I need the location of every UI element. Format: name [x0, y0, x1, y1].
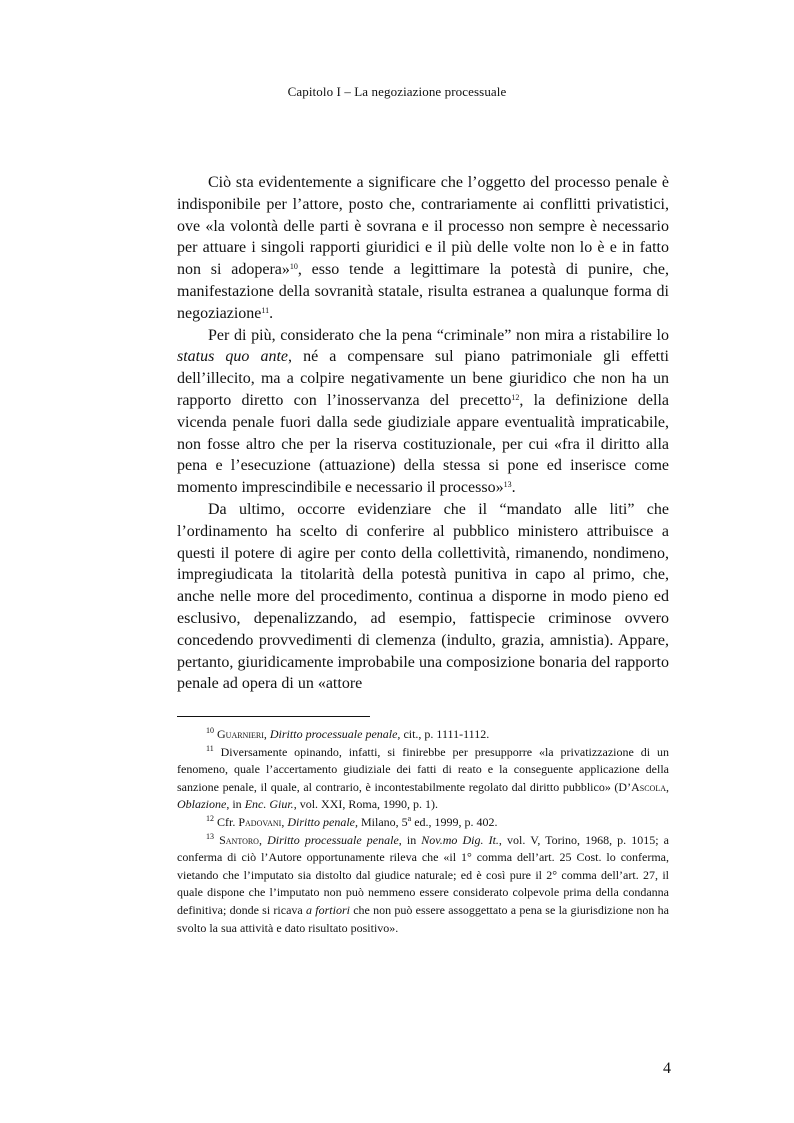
footnote-separator	[177, 716, 370, 717]
footnote-work-title: Diritto processuale penale,	[269, 727, 401, 741]
latin-phrase: status quo ante	[177, 348, 289, 366]
main-text	[177, 172, 669, 695]
latin-phrase: a fortiori	[306, 902, 350, 917]
footnote-number: 12	[206, 813, 214, 823]
footnote-12: $^{12}$ Cfr. Padovani, Diritto penale, Milano, 5$^a$ ed., 1999, p. 402.	[206, 813, 498, 829]
page-number: 4	[663, 1060, 671, 1077]
footnote-journal: Enc. Giur.	[244, 797, 294, 812]
chapter-title: Capitolo I – La negoziazione processuale	[287, 84, 507, 99]
footnote-number: 10	[206, 726, 214, 735]
footnote-journal: Nov.mo Dig. It.	[421, 832, 499, 847]
footnote-author: Ascola	[631, 779, 666, 794]
footnotes	[177, 726, 669, 937]
footnote-work-title: Diritto penale,	[287, 814, 358, 829]
footnote-ref-10: 10	[289, 262, 298, 272]
footnote-author: Guarnieri	[217, 727, 264, 741]
footnote-ref-13: 13	[503, 480, 512, 490]
footnote-work-title: Diritto processuale penale	[267, 832, 399, 847]
footnote-number: 13	[206, 831, 214, 841]
footnote-10: $^{10}$ Guarnieri, Diritto processuale penale, cit., p. 1111-1112.	[206, 726, 490, 741]
footnote-13: $^{13}$ Santoro, Diritto processuale penale, in Nov.mo Dig. It., vol. V, Torino, 1968, p. 1015; a conferma di ciò l’Autore opportunamente rileva che «il 1° comma dell’art. 25 Cost. lo conferma, vietando che l’imputato sia distolto dal giudice naturale; ed è così pure il 2° comma dell’art. 27, il quale dispone che l’imputato non può nemmeno essere considerato colpevole prima della condanna definitiva; donde si ricava a fortiori che non può essere assoggettato a pena se la giurisdizione non ha svolto la sua attività e dato risultato positivo».	[177, 831, 670, 935]
paragraph-2: Per di più, considerato che la pena “criminale” non mira a ristabilire lo status quo ante, né a compensare sul piano patrimoniale gli effetti dell’illecito, ma a colpire negativamente un bene giuridico che non ha un rapporto diretto con l’inosservanza del precetto$^{12}$, la definizione della vicenda penale fuori dalla sede giudiziale appare eventualità impraticabile, non fosse altro che per la riserva costituzionale, per cui «fra il diritto alla pena e l’esecuzione (attuazione) della stessa si pone ed inserisce come momento imprescindibile e necessario il processo»$^{13}$.	[177, 326, 670, 497]
footnote-ref-12: 12	[511, 392, 520, 402]
paragraph-3: Da ultimo, occorre evidenziare che il “mandato alle liti” che l’ordinamento ha scelto di conferire al pubblico ministero attribuisce a questi il potere di agire per conto della collettività, rimanendo, nondimeno, impregiudicata la titolarità della potestà punitiva in capo al primo, che, anche nelle more del procedimento, continua a disporne in modo pieno ed esclusivo, depenalizzando, ad esempio, fattispecie criminose ovvero concedendo provvedimenti di clemenza (indulto, grazia, amnistia). Appare, pertanto, giuridicamente improbabile una composizione bonaria del rapporto penale ad opera di un «attore	[177, 500, 669, 693]
page-header	[0, 84, 794, 100]
footnote-11: $^{11}$ Diversamente opinando, infatti, si finirebbe per presupporre «la privatizzazione di un fenomeno, quale l’accertamento giudiziale dei fatti di reato e la conseguente applicazione della sanzione penale, il quale, al contrario, è incontestabilmente regolato dal diritto pubblico» (D’Ascola, Oblazione, in Enc. Giur., vol. XXI, Roma, 1990, p. 1).	[177, 743, 669, 812]
footnote-author: Santoro	[219, 832, 259, 847]
footnote-number: 11	[206, 743, 214, 753]
edition-superscript: a	[407, 813, 412, 823]
paragraph-1: Ciò sta evidentemente a significare che l’oggetto del processo penale è indisponibile per l’attore, posto che, contrariamente ai conflitti privatistici, ove «la volontà delle parti è sovrana e il processo non sempre è necessario per attuare i singoli rapporti giuridici e il più delle volte non lo è e in fatto non si adopera»$^{10}$, esso tende a legittimare la potestà di punire, che, manifestazione della sovranità statale, risulta estranea a qualunque forma di negoziazione$^{11}$.	[177, 174, 669, 322]
footnote-work-title: Oblazione	[177, 797, 227, 812]
footnote-author: Padovani	[238, 814, 282, 829]
footnote-ref-11: 11	[261, 305, 270, 315]
